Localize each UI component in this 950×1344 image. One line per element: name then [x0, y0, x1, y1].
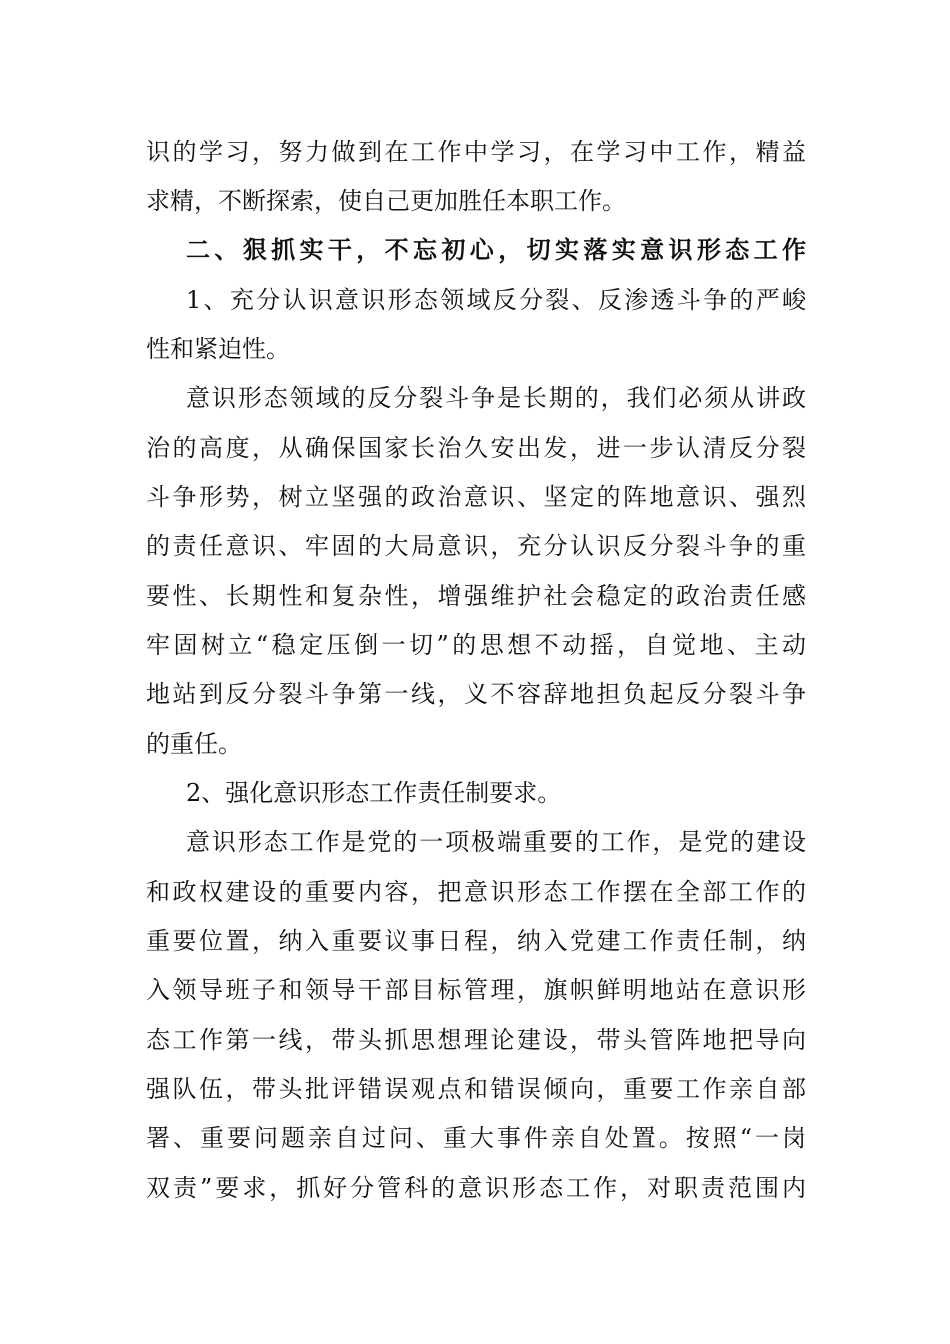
text-line: 地站到反分裂斗争第一线，义不容辞地担负起反分裂斗争 — [146, 680, 806, 708]
text-line: 的重任。 — [146, 730, 242, 758]
text-line: 求精，不断探索，使自己更加胜任本职工作。 — [146, 187, 626, 215]
text-line: 意识形态领域的反分裂斗争是长期的，我们必须从讲政 — [186, 384, 806, 412]
text-line: 意识形态工作是党的一项极端重要的工作，是党的建设 — [186, 828, 806, 856]
text-line: 牢固树立“稳定压倒一切”的思想不动摇，自觉地、主动 — [146, 631, 806, 659]
text-line: 重要位置，纳入重要议事日程，纳入党建工作责任制，纳 — [146, 927, 806, 955]
text-line: 治的高度，从确保国家长治久安出发，进一步认清反分裂 — [146, 434, 806, 462]
text-line: 斗争形势，树立坚强的政治意识、坚定的阵地意识、强烈 — [146, 483, 806, 511]
text-line: 性和紧迫性。 — [146, 335, 290, 363]
text-line: 的责任意识、牢固的大局意识，充分认识反分裂斗争的重 — [146, 532, 806, 560]
section-heading: 二、狠抓实干，不忘初心，切实落实意识形态工作 — [186, 236, 806, 264]
numbered-item-heading: 1、充分认识意识形态领域反分裂、反渗透斗争的严峻 — [186, 286, 806, 314]
text-line: 署、重要问题亲自过问、重大事件亲自处置。按照“一岗 — [146, 1124, 806, 1152]
text-line: 强队伍，带头批评错误观点和错误倾向，重要工作亲自部 — [146, 1075, 806, 1103]
text-line: 入领导班子和领导干部目标管理，旗帜鲜明地站在意识形 — [146, 976, 806, 1004]
text-line: 和政权建设的重要内容，把意识形态工作摆在全部工作的 — [146, 878, 806, 906]
numbered-item-heading: 2、强化意识形态工作责任制要求。 — [186, 779, 562, 807]
text-line: 态工作第一线，带头抓思想理论建设，带头管阵地把导向 — [146, 1026, 806, 1054]
text-line: 识的学习，努力做到在工作中学习，在学习中工作，精益 — [146, 138, 806, 166]
text-line: 双责”要求，抓好分管科的意识形态工作，对职责范围内 — [146, 1174, 806, 1202]
text-line: 要性、长期性和复杂性，增强维护社会稳定的政治责任感 — [146, 582, 806, 610]
